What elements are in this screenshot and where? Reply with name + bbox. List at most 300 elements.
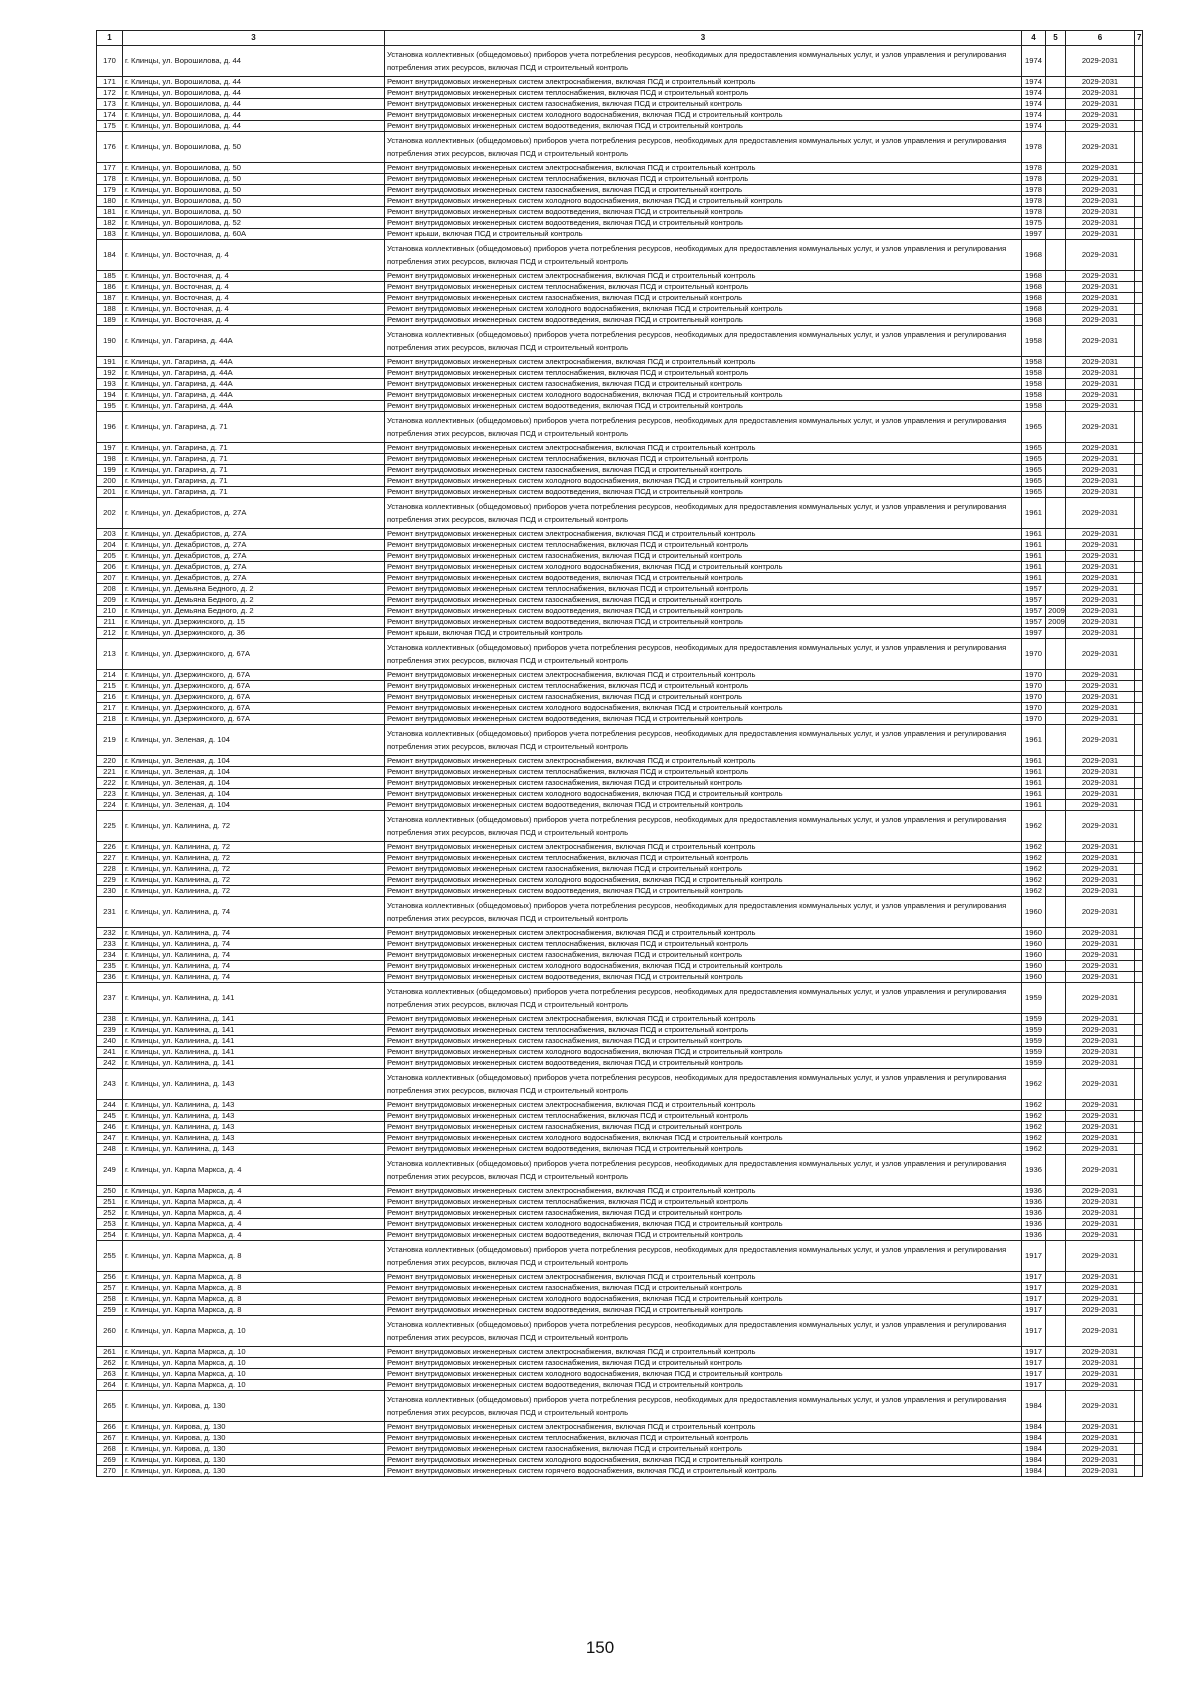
note-cell	[1135, 304, 1143, 315]
table-row	[97, 1433, 1143, 1444]
table-row	[97, 853, 1143, 864]
row-number-cell: 259	[97, 1305, 123, 1316]
address-cell: г. Клинцы, ул. Ворошилова, д. 44	[123, 121, 385, 132]
address-cell: г. Клинцы, ул. Декабристов, д. 27А	[123, 529, 385, 540]
last-repair-year-cell	[1046, 498, 1066, 529]
last-repair-year-cell	[1046, 368, 1066, 379]
table-row	[97, 584, 1143, 595]
last-repair-year-cell	[1046, 1025, 1066, 1036]
note-cell	[1135, 401, 1143, 412]
work-type-cell: Ремонт внутридомовых инженерных систем газоснабжения, включая ПСД и строительный контроль	[385, 293, 1022, 304]
last-repair-year-cell	[1046, 628, 1066, 639]
build-year-cell: 1961	[1022, 800, 1046, 811]
note-cell	[1135, 1305, 1143, 1316]
work-type-cell: Установка коллективных (общедомовых) приборов учета потребления ресурсов, необходимых для предоставления коммунальных услуг, и узлов управления и регулирования потребления этих ресурсов, включая ПСД и строительный контроль	[385, 1155, 1022, 1186]
work-type-cell: Ремонт внутридомовых инженерных систем газоснабжения, включая ПСД и строительный контроль	[385, 99, 1022, 110]
last-repair-year-cell	[1046, 163, 1066, 174]
row-number-cell: 215	[97, 681, 123, 692]
build-year-cell: 1978	[1022, 207, 1046, 218]
address-cell: г. Клинцы, ул. Гагарина, д. 71	[123, 454, 385, 465]
table-row	[97, 1155, 1143, 1186]
address-cell: г. Клинцы, ул. Ворошилова, д. 50	[123, 196, 385, 207]
work-type-cell: Ремонт внутридомовых инженерных систем холодного водоснабжения, включая ПСД и строительный контроль	[385, 789, 1022, 800]
row-number-cell: 196	[97, 412, 123, 443]
build-year-cell: 1962	[1022, 811, 1046, 842]
last-repair-year-cell	[1046, 185, 1066, 196]
build-year-cell: 1917	[1022, 1305, 1046, 1316]
planned-period-cell: 2029-2031	[1066, 1058, 1135, 1069]
planned-period-cell: 2029-2031	[1066, 789, 1135, 800]
address-cell: г. Клинцы, ул. Гагарина, д. 44А	[123, 390, 385, 401]
row-number-cell: 204	[97, 540, 123, 551]
row-number-cell: 239	[97, 1025, 123, 1036]
work-type-cell: Установка коллективных (общедомовых) приборов учета потребления ресурсов, необходимых для предоставления коммунальных услуг, и узлов управления и регулирования потребления этих ресурсов, включая ПСД и строительный контроль	[385, 639, 1022, 670]
last-repair-year-cell	[1046, 692, 1066, 703]
row-number-cell: 230	[97, 886, 123, 897]
address-cell: г. Клинцы, ул. Кирова, д. 130	[123, 1466, 385, 1477]
address-cell: г. Клинцы, ул. Карла Маркса, д. 4	[123, 1219, 385, 1230]
build-year-cell: 1917	[1022, 1358, 1046, 1369]
work-type-cell: Ремонт внутридомовых инженерных систем газоснабжения, включая ПСД и строительный контроль	[385, 950, 1022, 961]
row-number-cell: 223	[97, 789, 123, 800]
work-type-cell: Ремонт внутридомовых инженерных систем холодного водоснабжения, включая ПСД и строительный контроль	[385, 961, 1022, 972]
row-number-cell: 258	[97, 1294, 123, 1305]
planned-period-cell: 2029-2031	[1066, 1305, 1135, 1316]
work-type-cell: Ремонт внутридомовых инженерных систем холодного водоснабжения, включая ПСД и строительный контроль	[385, 476, 1022, 487]
build-year-cell: 1962	[1022, 842, 1046, 853]
last-repair-year-cell	[1046, 811, 1066, 842]
note-cell	[1135, 972, 1143, 983]
work-type-cell: Ремонт внутридомовых инженерных систем газоснабжения, включая ПСД и строительный контроль	[385, 1283, 1022, 1294]
work-type-cell: Ремонт внутридомовых инженерных систем электроснабжения, включая ПСД и строительный контроль	[385, 928, 1022, 939]
row-number-cell: 269	[97, 1455, 123, 1466]
last-repair-year-cell	[1046, 1144, 1066, 1155]
note-cell	[1135, 88, 1143, 99]
build-year-cell: 1960	[1022, 928, 1046, 939]
planned-period-cell: 2029-2031	[1066, 1208, 1135, 1219]
build-year-cell: 1959	[1022, 1014, 1046, 1025]
table-row	[97, 271, 1143, 282]
address-cell: г. Клинцы, ул. Кирова, д. 130	[123, 1455, 385, 1466]
table-row	[97, 540, 1143, 551]
address-cell: г. Клинцы, ул. Калинина, д. 141	[123, 1036, 385, 1047]
work-type-cell: Ремонт внутридомовых инженерных систем теплоснабжения, включая ПСД и строительный контроль	[385, 767, 1022, 778]
note-cell	[1135, 1347, 1143, 1358]
last-repair-year-cell	[1046, 562, 1066, 573]
work-type-cell: Ремонт внутридомовых инженерных систем горячего водоснабжения, включая ПСД и строительный контроль	[385, 1466, 1022, 1477]
address-cell: г. Клинцы, ул. Калинина, д. 141	[123, 1047, 385, 1058]
last-repair-year-cell	[1046, 1316, 1066, 1347]
build-year-cell: 1958	[1022, 390, 1046, 401]
note-cell	[1135, 756, 1143, 767]
last-repair-year-cell	[1046, 1347, 1066, 1358]
planned-period-cell: 2029-2031	[1066, 357, 1135, 368]
table-row	[97, 1455, 1143, 1466]
table-row	[97, 606, 1143, 617]
work-type-cell: Ремонт внутридомовых инженерных систем водоотведения, включая ПСД и строительный контроль	[385, 121, 1022, 132]
row-number-cell: 216	[97, 692, 123, 703]
last-repair-year-cell	[1046, 1208, 1066, 1219]
row-number-cell: 219	[97, 725, 123, 756]
row-number-cell: 191	[97, 357, 123, 368]
planned-period-cell: 2029-2031	[1066, 950, 1135, 961]
last-repair-year-cell	[1046, 961, 1066, 972]
row-number-cell: 212	[97, 628, 123, 639]
address-cell: г. Клинцы, ул. Калинина, д. 72	[123, 842, 385, 853]
address-cell: г. Клинцы, ул. Ворошилова, д. 52	[123, 218, 385, 229]
last-repair-year-cell	[1046, 767, 1066, 778]
last-repair-year-cell	[1046, 1069, 1066, 1100]
address-cell: г. Клинцы, ул. Ворошилова, д. 44	[123, 88, 385, 99]
planned-period-cell: 2029-2031	[1066, 1391, 1135, 1422]
build-year-cell: 1959	[1022, 1036, 1046, 1047]
build-year-cell: 1965	[1022, 487, 1046, 498]
planned-period-cell: 2029-2031	[1066, 282, 1135, 293]
address-cell: г. Клинцы, ул. Ворошилова, д. 44	[123, 46, 385, 77]
build-year-cell: 1984	[1022, 1391, 1046, 1422]
row-number-cell: 194	[97, 390, 123, 401]
work-type-cell: Ремонт внутридомовых инженерных систем теплоснабжения, включая ПСД и строительный контроль	[385, 1197, 1022, 1208]
row-number-cell: 263	[97, 1369, 123, 1380]
table-row	[97, 1466, 1143, 1477]
table-row	[97, 1283, 1143, 1294]
address-cell: г. Клинцы, ул. Восточная, д. 4	[123, 240, 385, 271]
note-cell	[1135, 476, 1143, 487]
note-cell	[1135, 767, 1143, 778]
build-year-cell: 1968	[1022, 304, 1046, 315]
note-cell	[1135, 606, 1143, 617]
note-cell	[1135, 132, 1143, 163]
note-cell	[1135, 163, 1143, 174]
table-row	[97, 800, 1143, 811]
row-number-cell: 208	[97, 584, 123, 595]
planned-period-cell: 2029-2031	[1066, 271, 1135, 282]
planned-period-cell: 2029-2031	[1066, 1219, 1135, 1230]
note-cell	[1135, 454, 1143, 465]
table-row	[97, 670, 1143, 681]
table-row	[97, 326, 1143, 357]
planned-period-cell: 2029-2031	[1066, 326, 1135, 357]
table-row	[97, 304, 1143, 315]
planned-period-cell: 2029-2031	[1066, 1358, 1135, 1369]
address-cell: г. Клинцы, ул. Калинина, д. 141	[123, 1058, 385, 1069]
planned-period-cell: 2029-2031	[1066, 1283, 1135, 1294]
row-number-cell: 236	[97, 972, 123, 983]
note-cell	[1135, 1380, 1143, 1391]
build-year-cell: 1962	[1022, 886, 1046, 897]
build-year-cell: 1984	[1022, 1433, 1046, 1444]
table-row	[97, 767, 1143, 778]
last-repair-year-cell	[1046, 789, 1066, 800]
build-year-cell: 1961	[1022, 725, 1046, 756]
work-type-cell: Ремонт внутридомовых инженерных систем теплоснабжения, включая ПСД и строительный контроль	[385, 454, 1022, 465]
work-type-cell: Ремонт внутридомовых инженерных систем водоотведения, включая ПСД и строительный контроль	[385, 800, 1022, 811]
row-number-cell: 252	[97, 1208, 123, 1219]
planned-period-cell: 2029-2031	[1066, 1466, 1135, 1477]
address-cell: г. Клинцы, ул. Ворошилова, д. 44	[123, 99, 385, 110]
work-type-cell: Ремонт внутридомовых инженерных систем электроснабжения, включая ПСД и строительный контроль	[385, 1014, 1022, 1025]
last-repair-year-cell	[1046, 282, 1066, 293]
planned-period-cell: 2029-2031	[1066, 304, 1135, 315]
last-repair-year-cell	[1046, 1122, 1066, 1133]
table-row	[97, 487, 1143, 498]
planned-period-cell: 2029-2031	[1066, 800, 1135, 811]
build-year-cell: 1962	[1022, 1111, 1046, 1122]
address-cell: г. Клинцы, ул. Калинина, д. 143	[123, 1111, 385, 1122]
planned-period-cell: 2029-2031	[1066, 443, 1135, 454]
last-repair-year-cell	[1046, 1380, 1066, 1391]
row-number-cell: 266	[97, 1422, 123, 1433]
note-cell	[1135, 443, 1143, 454]
row-number-cell: 210	[97, 606, 123, 617]
last-repair-year-cell	[1046, 1391, 1066, 1422]
build-year-cell: 1962	[1022, 864, 1046, 875]
work-type-cell: Ремонт внутридомовых инженерных систем водоотведения, включая ПСД и строительный контроль	[385, 487, 1022, 498]
note-cell	[1135, 282, 1143, 293]
last-repair-year-cell	[1046, 390, 1066, 401]
row-number-cell: 193	[97, 379, 123, 390]
row-number-cell: 257	[97, 1283, 123, 1294]
address-cell: г. Клинцы, ул. Карла Маркса, д. 10	[123, 1358, 385, 1369]
work-type-cell: Ремонт внутридомовых инженерных систем электроснабжения, включая ПСД и строительный контроль	[385, 77, 1022, 88]
note-cell	[1135, 692, 1143, 703]
last-repair-year-cell	[1046, 1197, 1066, 1208]
note-cell	[1135, 928, 1143, 939]
last-repair-year-cell	[1046, 1272, 1066, 1283]
work-type-cell: Ремонт внутридомовых инженерных систем электроснабжения, включая ПСД и строительный контроль	[385, 1186, 1022, 1197]
note-cell	[1135, 185, 1143, 196]
note-cell	[1135, 1433, 1143, 1444]
note-cell	[1135, 207, 1143, 218]
table-row	[97, 357, 1143, 368]
last-repair-year-cell	[1046, 681, 1066, 692]
planned-period-cell: 2029-2031	[1066, 1230, 1135, 1241]
row-number-cell: 187	[97, 293, 123, 304]
row-number-cell: 244	[97, 1100, 123, 1111]
row-number-cell: 179	[97, 185, 123, 196]
planned-period-cell: 2029-2031	[1066, 983, 1135, 1014]
build-year-cell: 1970	[1022, 714, 1046, 725]
table-row	[97, 1025, 1143, 1036]
address-cell: г. Клинцы, ул. Калинина, д. 72	[123, 864, 385, 875]
build-year-cell: 1970	[1022, 681, 1046, 692]
work-type-cell: Ремонт внутридомовых инженерных систем холодного водоснабжения, включая ПСД и строительный контроль	[385, 1294, 1022, 1305]
work-type-cell: Ремонт внутридомовых инженерных систем холодного водоснабжения, включая ПСД и строительный контроль	[385, 562, 1022, 573]
build-year-cell: 1917	[1022, 1347, 1046, 1358]
planned-period-cell: 2029-2031	[1066, 767, 1135, 778]
table-row	[97, 756, 1143, 767]
row-number-cell: 254	[97, 1230, 123, 1241]
planned-period-cell: 2029-2031	[1066, 617, 1135, 628]
row-number-cell: 188	[97, 304, 123, 315]
planned-period-cell: 2029-2031	[1066, 540, 1135, 551]
note-cell	[1135, 229, 1143, 240]
last-repair-year-cell	[1046, 443, 1066, 454]
row-number-cell: 182	[97, 218, 123, 229]
build-year-cell: 1961	[1022, 551, 1046, 562]
note-cell	[1135, 1294, 1143, 1305]
build-year-cell: 1957	[1022, 617, 1046, 628]
table-row	[97, 110, 1143, 121]
note-cell	[1135, 271, 1143, 282]
row-number-cell: 213	[97, 639, 123, 670]
planned-period-cell: 2029-2031	[1066, 670, 1135, 681]
work-type-cell: Ремонт внутридомовых инженерных систем газоснабжения, включая ПСД и строительный контроль	[385, 1036, 1022, 1047]
work-type-cell: Установка коллективных (общедомовых) приборов учета потребления ресурсов, необходимых для предоставления коммунальных услуг, и узлов управления и регулирования потребления этих ресурсов, включая ПСД и строительный контроль	[385, 46, 1022, 77]
address-cell: г. Клинцы, ул. Зеленая, д. 104	[123, 767, 385, 778]
last-repair-year-cell	[1046, 1186, 1066, 1197]
last-repair-year-cell	[1046, 326, 1066, 357]
row-number-cell: 251	[97, 1197, 123, 1208]
work-type-cell: Ремонт внутридомовых инженерных систем холодного водоснабжения, включая ПСД и строительный контроль	[385, 1219, 1022, 1230]
work-type-cell: Ремонт внутридомовых инженерных систем водоотведения, включая ПСД и строительный контроль	[385, 315, 1022, 326]
note-cell	[1135, 811, 1143, 842]
note-cell	[1135, 950, 1143, 961]
build-year-cell: 1960	[1022, 961, 1046, 972]
address-cell: г. Клинцы, ул. Восточная, д. 4	[123, 293, 385, 304]
row-number-cell: 248	[97, 1144, 123, 1155]
planned-period-cell: 2029-2031	[1066, 1241, 1135, 1272]
address-cell: г. Клинцы, ул. Карла Маркса, д. 10	[123, 1369, 385, 1380]
table-row	[97, 972, 1143, 983]
planned-period-cell: 2029-2031	[1066, 1316, 1135, 1347]
planned-period-cell: 2029-2031	[1066, 639, 1135, 670]
last-repair-year-cell	[1046, 950, 1066, 961]
note-cell	[1135, 628, 1143, 639]
address-cell: г. Клинцы, ул. Гагарина, д. 71	[123, 412, 385, 443]
address-cell: г. Клинцы, ул. Карла Маркса, д. 4	[123, 1155, 385, 1186]
last-repair-year-cell	[1046, 639, 1066, 670]
row-number-cell: 234	[97, 950, 123, 961]
header-cell: 3	[385, 31, 1022, 46]
address-cell: г. Клинцы, ул. Дзержинского, д. 15	[123, 617, 385, 628]
work-type-cell: Ремонт внутридомовых инженерных систем теплоснабжения, включая ПСД и строительный контроль	[385, 1433, 1022, 1444]
work-type-cell: Ремонт внутридомовых инженерных систем водоотведения, включая ПСД и строительный контроль	[385, 972, 1022, 983]
planned-period-cell: 2029-2031	[1066, 897, 1135, 928]
work-type-cell: Установка коллективных (общедомовых) приборов учета потребления ресурсов, необходимых для предоставления коммунальных услуг, и узлов управления и регулирования потребления этих ресурсов, включая ПСД и строительный контроль	[385, 326, 1022, 357]
planned-period-cell: 2029-2031	[1066, 110, 1135, 121]
last-repair-year-cell	[1046, 218, 1066, 229]
table-row	[97, 961, 1143, 972]
build-year-cell: 1968	[1022, 293, 1046, 304]
work-type-cell: Ремонт внутридомовых инженерных систем электроснабжения, включая ПСД и строительный контроль	[385, 1347, 1022, 1358]
build-year-cell: 1965	[1022, 476, 1046, 487]
last-repair-year-cell	[1046, 928, 1066, 939]
table-row	[97, 1294, 1143, 1305]
planned-period-cell: 2029-2031	[1066, 573, 1135, 584]
address-cell: г. Клинцы, ул. Дзержинского, д. 67А	[123, 670, 385, 681]
table-row	[97, 703, 1143, 714]
note-cell	[1135, 639, 1143, 670]
table-row	[97, 185, 1143, 196]
planned-period-cell: 2029-2031	[1066, 595, 1135, 606]
row-number-cell: 262	[97, 1358, 123, 1369]
row-number-cell: 238	[97, 1014, 123, 1025]
note-cell	[1135, 379, 1143, 390]
last-repair-year-cell	[1046, 315, 1066, 326]
note-cell	[1135, 886, 1143, 897]
last-repair-year-cell	[1046, 196, 1066, 207]
build-year-cell: 1970	[1022, 670, 1046, 681]
row-number-cell: 245	[97, 1111, 123, 1122]
work-type-cell: Ремонт внутридомовых инженерных систем электроснабжения, включая ПСД и строительный контроль	[385, 842, 1022, 853]
work-type-cell: Ремонт внутридомовых инженерных систем водоотведения, включая ПСД и строительный контроль	[385, 617, 1022, 628]
work-type-cell: Ремонт внутридомовых инженерных систем холодного водоснабжения, включая ПСД и строительный контроль	[385, 110, 1022, 121]
work-type-cell: Ремонт внутридомовых инженерных систем электроснабжения, включая ПСД и строительный контроль	[385, 271, 1022, 282]
address-cell: г. Клинцы, ул. Декабристов, д. 27А	[123, 498, 385, 529]
register-sheet	[96, 30, 1142, 1477]
last-repair-year-cell	[1046, 88, 1066, 99]
work-type-cell: Ремонт внутридомовых инженерных систем электроснабжения, включая ПСД и строительный контроль	[385, 357, 1022, 368]
build-year-cell: 1978	[1022, 185, 1046, 196]
note-cell	[1135, 1272, 1143, 1283]
planned-period-cell: 2029-2031	[1066, 293, 1135, 304]
row-number-cell: 192	[97, 368, 123, 379]
address-cell: г. Клинцы, ул. Калинина, д. 143	[123, 1069, 385, 1100]
row-number-cell: 260	[97, 1316, 123, 1347]
planned-period-cell: 2029-2031	[1066, 1047, 1135, 1058]
row-number-cell: 228	[97, 864, 123, 875]
build-year-cell: 1959	[1022, 1047, 1046, 1058]
build-year-cell: 1961	[1022, 562, 1046, 573]
address-cell: г. Клинцы, ул. Восточная, д. 4	[123, 271, 385, 282]
address-cell: г. Клинцы, ул. Кирова, д. 130	[123, 1422, 385, 1433]
build-year-cell: 1978	[1022, 163, 1046, 174]
address-cell: г. Клинцы, ул. Демьяна Бедного, д. 2	[123, 606, 385, 617]
work-type-cell: Ремонт внутридомовых инженерных систем теплоснабжения, включая ПСД и строительный контроль	[385, 282, 1022, 293]
table-row	[97, 1391, 1143, 1422]
table-row	[97, 196, 1143, 207]
work-type-cell: Ремонт внутридомовых инженерных систем водоотведения, включая ПСД и строительный контроль	[385, 606, 1022, 617]
note-cell	[1135, 1283, 1143, 1294]
build-year-cell: 1978	[1022, 132, 1046, 163]
table-row	[97, 595, 1143, 606]
note-cell	[1135, 326, 1143, 357]
address-cell: г. Клинцы, ул. Ворошилова, д. 50	[123, 174, 385, 185]
last-repair-year-cell	[1046, 573, 1066, 584]
planned-period-cell: 2029-2031	[1066, 196, 1135, 207]
planned-period-cell: 2029-2031	[1066, 875, 1135, 886]
last-repair-year-cell	[1046, 1455, 1066, 1466]
row-number-cell: 190	[97, 326, 123, 357]
planned-period-cell: 2029-2031	[1066, 1197, 1135, 1208]
work-type-cell: Ремонт внутридомовых инженерных систем водоотведения, включая ПСД и строительный контроль	[385, 207, 1022, 218]
planned-period-cell: 2029-2031	[1066, 1186, 1135, 1197]
table-row	[97, 1122, 1143, 1133]
table-row	[97, 1316, 1143, 1347]
build-year-cell: 1968	[1022, 271, 1046, 282]
planned-period-cell: 2029-2031	[1066, 778, 1135, 789]
row-number-cell: 174	[97, 110, 123, 121]
address-cell: г. Клинцы, ул. Ворошилова, д. 60А	[123, 229, 385, 240]
note-cell	[1135, 1466, 1143, 1477]
address-cell: г. Клинцы, ул. Декабристов, д. 27А	[123, 551, 385, 562]
last-repair-year-cell	[1046, 1241, 1066, 1272]
note-cell	[1135, 573, 1143, 584]
work-type-cell: Ремонт внутридомовых инженерных систем газоснабжения, включая ПСД и строительный контроль	[385, 1208, 1022, 1219]
work-type-cell: Ремонт крыши, включая ПСД и строительный контроль	[385, 628, 1022, 639]
last-repair-year-cell	[1046, 1369, 1066, 1380]
planned-period-cell: 2029-2031	[1066, 692, 1135, 703]
planned-period-cell: 2029-2031	[1066, 185, 1135, 196]
address-cell: г. Клинцы, ул. Калинина, д. 74	[123, 972, 385, 983]
build-year-cell: 1984	[1022, 1422, 1046, 1433]
planned-period-cell: 2029-2031	[1066, 1433, 1135, 1444]
planned-period-cell: 2029-2031	[1066, 1444, 1135, 1455]
address-cell: г. Клинцы, ул. Карла Маркса, д. 4	[123, 1186, 385, 1197]
last-repair-year-cell	[1046, 551, 1066, 562]
table-row	[97, 163, 1143, 174]
